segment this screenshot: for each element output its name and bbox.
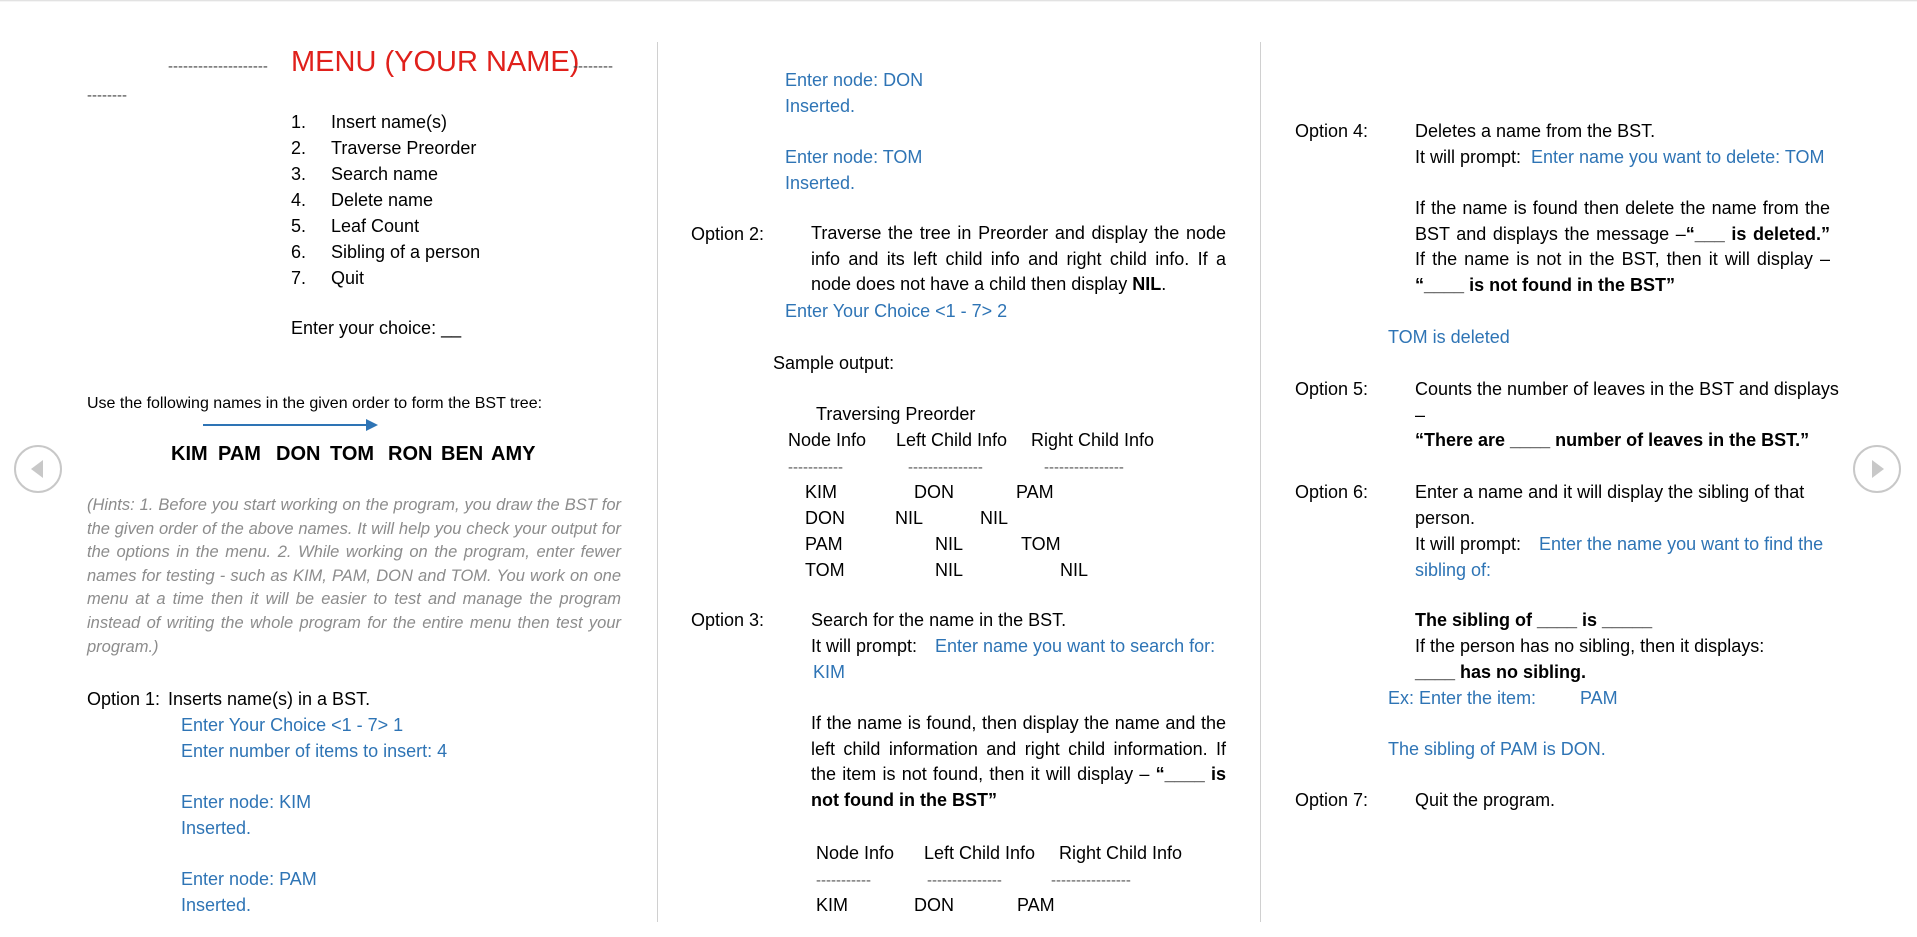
name-item: RON [388, 443, 433, 465]
sample-line: Enter node: TOM [785, 147, 923, 167]
table-cell: TOM [805, 560, 845, 580]
prompt-label: It will prompt: [1415, 534, 1522, 554]
table-cell: NIL [935, 534, 964, 554]
table-cell: DON [914, 895, 954, 915]
example-value: PAM [1580, 688, 1618, 708]
table-title: Traversing Preorder [816, 404, 976, 424]
table-cell: PAM [1016, 482, 1054, 502]
option-description: Inserts name(s) in a BST. [168, 689, 371, 709]
sample-output-label: Sample output: [773, 353, 895, 373]
output-message: The sibling of ____ is _____ [1415, 610, 1653, 630]
prompt-value: KIM [813, 662, 846, 682]
option-description: Deletes a name from the BST. [1415, 121, 1656, 141]
column-divider [657, 42, 658, 922]
sample-line: Enter node: KIM [181, 792, 312, 812]
name-item: DON [276, 443, 321, 465]
column-divider [1260, 42, 1261, 922]
table-header: Right Child Info [1059, 843, 1183, 863]
sample-line: Inserted. [181, 818, 252, 838]
menu-item-number: 5. [291, 216, 307, 236]
table-cell: PAM [1017, 895, 1055, 915]
menu-item-label: Quit [331, 268, 365, 288]
sample-line: Inserted. [785, 96, 856, 116]
output-message: ____ has no sibling. [1415, 662, 1587, 682]
arrow-line [203, 424, 371, 426]
table-header: Right Child Info [1031, 430, 1155, 450]
menu-item-label: Delete name [331, 190, 434, 210]
previous-page-button[interactable] [14, 445, 62, 493]
menu-item-number: 7. [291, 268, 307, 288]
header-underline: ----------- [816, 872, 871, 889]
name-item: KIM [171, 443, 208, 465]
hints-paragraph: (Hints: 1. Before you start working on the program, you draw the BST for the given order of the above names. It will help you check your output for the options in the menu. 2. While working on the program, enter fewer names for testing - such as KIM, PAM, DON and TOM. You work on one menu at a time then it will be easier to test and manage the program instead of writing the whole program for the entire menu then test your program.) [87, 496, 621, 656]
bst-intro: Use the following names in the given order to form the BST tree: [87, 395, 543, 412]
prompt-value: Enter name you want to search for: [935, 636, 1216, 656]
menu-item-label: Leaf Count [331, 216, 420, 236]
option-label: Option 7: [1295, 790, 1369, 810]
table-cell: NIL [935, 560, 964, 580]
option-description: If the person has no sibling, then it displays: [1415, 636, 1765, 656]
header-underline: --------------- [908, 459, 983, 476]
result-line: TOM is deleted [1388, 327, 1510, 347]
table-cell: KIM [816, 895, 849, 915]
top-shadow [0, 0, 1917, 2]
table-header: Node Info [788, 430, 867, 450]
sample-line: Enter node: DON [785, 70, 924, 90]
prompt-label: It will prompt: [1415, 147, 1522, 167]
menu-item-number: 4. [291, 190, 307, 210]
option-description: Quit the program. [1415, 790, 1556, 810]
sample-line: Inserted. [785, 173, 856, 193]
found-description: If the name is found, then display the name and the left child information and right child information. If the item is not found, then it will display – “____ is not found in the BST” [811, 713, 1226, 810]
heading-dashes-wrap: -------- [87, 87, 127, 104]
prompt-value: Enter the name you want to find the [1539, 534, 1824, 554]
result-line: The sibling of PAM is DON. [1388, 739, 1606, 759]
sample-line: Inserted. [181, 895, 252, 915]
menu-item-number: 2. [291, 138, 307, 158]
chevron-right-icon [1855, 447, 1899, 491]
name-item: BEN [441, 443, 484, 465]
table-cell: DON [805, 508, 845, 528]
menu-title: MENU (YOUR NAME) [291, 46, 580, 78]
option-label: Option 4: [1295, 121, 1369, 141]
name-item: PAM [218, 443, 261, 465]
table-header: Node Info [816, 843, 895, 863]
menu-item-number: 6. [291, 242, 307, 262]
option-description: Enter a name and it will display the sibling of that [1415, 482, 1805, 502]
table-cell: KIM [805, 482, 838, 502]
choice-prompt: Enter your choice: __ [291, 318, 462, 338]
menu-item-label: Traverse Preorder [331, 138, 477, 158]
option-label: Option 5: [1295, 379, 1369, 399]
menu-item-number: 3. [291, 164, 307, 184]
option-description: Counts the number of leaves in the BST and displays [1415, 379, 1839, 399]
menu-item-number: 1. [291, 112, 307, 132]
output-message: “There are ____ number of leaves in the BST.” [1415, 430, 1810, 450]
table-cell: PAM [805, 534, 843, 554]
option-description: person. [1415, 508, 1476, 528]
menu-item-label: Search name [331, 164, 439, 184]
option-description: – [1415, 405, 1426, 425]
table-cell: DON [914, 482, 954, 502]
name-item: AMY [491, 443, 536, 465]
arrow-right-icon [366, 419, 378, 431]
option-description: Search for the name in the BST. [811, 610, 1067, 630]
found-description: If the name is found then delete the name from the BST and displays the message –“___ is deleted.” If the name is not in the BST, then it will display – “____ is not found in the BST” [1415, 198, 1830, 295]
next-page-button[interactable] [1853, 445, 1901, 493]
prompt-value: sibling of: [1415, 560, 1492, 580]
option-label: Option 2: [691, 224, 765, 244]
table-cell: NIL [1060, 560, 1089, 580]
header-underline: ---------------- [1044, 459, 1124, 476]
prompt-value: Enter name you want to delete: TOM [1531, 147, 1825, 167]
menu-item-label: Insert name(s) [331, 112, 448, 132]
option-label: Option 1: [87, 689, 161, 709]
header-underline: ---------------- [1051, 872, 1131, 889]
table-cell: TOM [1021, 534, 1061, 554]
option-label: Option 3: [691, 610, 765, 630]
header-underline: --------------- [927, 872, 1002, 889]
example-label: Ex: Enter the item: [1388, 688, 1537, 708]
heading-dashes-left: -------------------- [168, 58, 268, 75]
option-label: Option 6: [1295, 482, 1369, 502]
table-cell: NIL [980, 508, 1009, 528]
sample-line: Enter Your Choice <1 - 7> 1 [181, 715, 404, 735]
menu-item-label: Sibling of a person [331, 242, 481, 262]
header-underline: ----------- [788, 459, 843, 476]
chevron-left-icon [16, 447, 60, 491]
option-description: Traverse the tree in Preorder and display the node info and its left child info and right child info. If a node does not have a child then display NIL. [811, 223, 1226, 295]
choice-line: Enter Your Choice <1 - 7> 2 [785, 301, 1008, 321]
heading-dashes-right: -------- [573, 58, 613, 75]
table-header: Left Child Info [896, 430, 1008, 450]
table-cell: NIL [895, 508, 924, 528]
name-item: TOM [330, 443, 375, 465]
prompt-label: It will prompt: [811, 636, 918, 656]
sample-line: Enter number of items to insert: 4 [181, 741, 448, 761]
table-header: Left Child Info [924, 843, 1036, 863]
sample-line: Enter node: PAM [181, 869, 317, 889]
